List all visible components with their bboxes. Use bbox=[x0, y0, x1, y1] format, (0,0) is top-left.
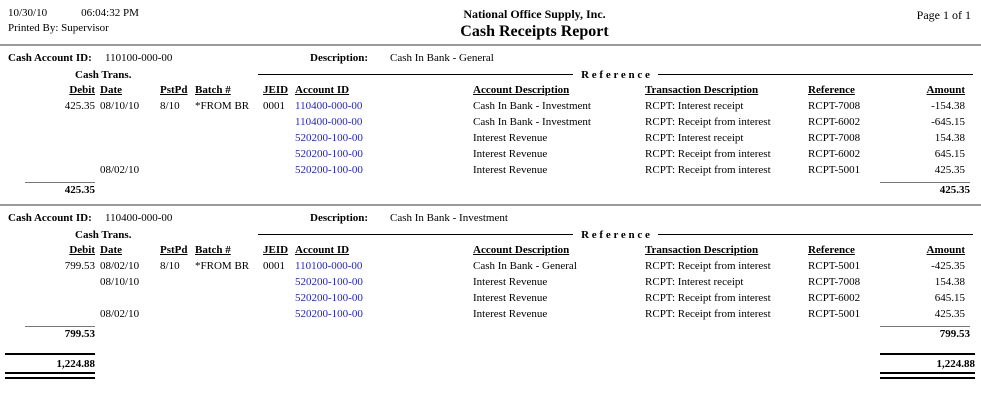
cell-batch: *FROM BR bbox=[195, 260, 250, 272]
cell-batch bbox=[193, 144, 258, 160]
cell-debit bbox=[0, 272, 98, 288]
table-row bbox=[0, 96, 981, 112]
cell-jeid bbox=[258, 288, 292, 304]
description-value: Cash In Bank - General bbox=[390, 52, 494, 64]
pstpd-column-header: PstPd bbox=[160, 244, 188, 256]
cell-batch bbox=[193, 304, 258, 320]
cash-account-id-value: 110100-000-00 bbox=[105, 52, 173, 64]
cell-amount: 645.15 bbox=[934, 292, 966, 304]
cell-jeid bbox=[258, 128, 292, 144]
cell-reference: RCPT-6002 bbox=[808, 292, 861, 304]
cell-date: 08/02/10 bbox=[100, 164, 140, 176]
description-value: Cash In Bank - Investment bbox=[390, 212, 508, 224]
cell-jeid: 0001 bbox=[263, 100, 286, 112]
section-divider-rule bbox=[0, 204, 981, 206]
table-row bbox=[0, 256, 981, 272]
printed-by: Printed By: Supervisor bbox=[8, 22, 109, 34]
cell-debit bbox=[0, 144, 98, 160]
print-date: 10/30/10 bbox=[8, 7, 48, 19]
table-row bbox=[0, 288, 981, 304]
cell-debit: 425.35 bbox=[64, 100, 95, 112]
cell-jeid bbox=[258, 144, 292, 160]
column-header-row bbox=[0, 242, 981, 256]
cell-account-description: Interest Revenue bbox=[473, 132, 548, 144]
cell-account-id-link[interactable]: 520200-100-00 bbox=[295, 308, 363, 320]
cell-debit bbox=[0, 112, 98, 128]
cell-transaction-description: RCPT: Interest receipt bbox=[645, 132, 744, 144]
cell-reference: RCPT-5001 bbox=[808, 164, 861, 176]
jeid-column-header: JEID bbox=[263, 84, 289, 96]
cash-trans-label: Cash Trans. bbox=[75, 68, 132, 81]
cash-account-id-label: Cash Account ID: bbox=[8, 52, 92, 64]
cash-account-section bbox=[0, 212, 981, 345]
cell-batch bbox=[193, 272, 258, 288]
cell-amount: 154.38 bbox=[934, 132, 966, 144]
account-id-column-header: Account ID bbox=[295, 244, 350, 256]
cell-account-description: Interest Revenue bbox=[473, 148, 548, 160]
cell-debit bbox=[0, 288, 98, 304]
cell-date: 08/10/10 bbox=[100, 100, 140, 112]
page-header bbox=[0, 0, 981, 41]
cell-account-id-link[interactable]: 110400-000-00 bbox=[295, 116, 363, 128]
cell-date: 08/10/10 bbox=[100, 276, 140, 288]
cell-batch bbox=[193, 160, 258, 176]
description-label: Description: bbox=[310, 212, 369, 224]
cell-pstpd bbox=[156, 304, 193, 320]
cell-pstpd: 8/10 bbox=[160, 100, 180, 112]
cell-account-id-link[interactable]: 520200-100-00 bbox=[295, 164, 363, 176]
cell-reference: RCPT-7008 bbox=[808, 100, 861, 112]
cell-date bbox=[98, 144, 156, 160]
cell-amount: 154.38 bbox=[934, 276, 966, 288]
cash-account-id-value: 110400-000-00 bbox=[105, 212, 173, 224]
cell-debit bbox=[0, 304, 98, 320]
cell-transaction-description: RCPT: Receipt from interest bbox=[645, 292, 771, 304]
cell-reference: RCPT-5001 bbox=[808, 260, 861, 272]
divider-line bbox=[658, 234, 973, 235]
grand-total-amount: 1,224.88 bbox=[880, 353, 975, 372]
cell-debit bbox=[0, 128, 98, 144]
cell-transaction-description: RCPT: Receipt from interest bbox=[645, 116, 771, 128]
cell-amount: 645.15 bbox=[934, 148, 966, 160]
cell-date bbox=[98, 128, 156, 144]
description-label: Description: bbox=[310, 52, 369, 64]
cell-account-description: Interest Revenue bbox=[473, 308, 548, 320]
cell-transaction-description: RCPT: Receipt from interest bbox=[645, 308, 771, 320]
cell-transaction-description: RCPT: Interest receipt bbox=[645, 276, 744, 288]
debit-column-header: Debit bbox=[69, 244, 95, 256]
cell-pstpd bbox=[156, 160, 193, 176]
grand-total-row bbox=[0, 353, 981, 379]
cell-transaction-description: RCPT: Interest receipt bbox=[645, 100, 744, 112]
cell-debit bbox=[0, 160, 98, 176]
cell-pstpd: 8/10 bbox=[160, 260, 180, 272]
divider-line bbox=[658, 74, 973, 75]
reference-group-header: R e f e r e n c e bbox=[258, 69, 981, 81]
cell-account-id-link[interactable]: 520200-100-00 bbox=[295, 292, 363, 304]
account-id-column-header: Account ID bbox=[295, 84, 350, 96]
cell-pstpd bbox=[156, 272, 193, 288]
table-row bbox=[0, 128, 981, 144]
cell-amount: -425.35 bbox=[931, 260, 966, 272]
cell-account-description: Cash In Bank - General bbox=[473, 260, 577, 272]
report-title: Cash Receipts Report bbox=[460, 23, 609, 40]
table-row bbox=[0, 304, 981, 320]
cell-reference: RCPT-6002 bbox=[808, 116, 861, 128]
cell-account-description: Cash In Bank - Investment bbox=[473, 100, 591, 112]
table-row bbox=[0, 272, 981, 288]
cell-debit: 799.53 bbox=[64, 260, 95, 272]
column-header-row bbox=[0, 82, 981, 96]
cell-account-id-link[interactable]: 520200-100-00 bbox=[295, 276, 363, 288]
cell-jeid bbox=[258, 304, 292, 320]
cell-date: 08/02/10 bbox=[100, 260, 140, 272]
cell-transaction-description: RCPT: Receipt from interest bbox=[645, 260, 771, 272]
transactions-table bbox=[0, 67, 981, 201]
cell-amount: 425.35 bbox=[934, 164, 966, 176]
cell-pstpd bbox=[156, 288, 193, 304]
cell-batch bbox=[193, 112, 258, 128]
section-total-row bbox=[0, 176, 981, 201]
table-row bbox=[0, 112, 981, 128]
cash-account-id-label: Cash Account ID: bbox=[8, 212, 92, 224]
section-total-amount: 425.35 bbox=[880, 182, 970, 196]
debit-column-header: Debit bbox=[69, 84, 95, 96]
cell-batch: *FROM BR bbox=[195, 100, 250, 112]
section-total-debit: 799.53 bbox=[25, 326, 95, 340]
cell-jeid: 0001 bbox=[263, 260, 286, 272]
cash-account-section bbox=[0, 52, 981, 201]
cell-jeid bbox=[258, 112, 292, 128]
grand-total-debit: 1,224.88 bbox=[5, 353, 95, 372]
cell-pstpd bbox=[156, 112, 193, 128]
cell-reference: RCPT-5001 bbox=[808, 308, 861, 320]
batch-column-header: Batch # bbox=[195, 84, 231, 96]
section-total-row bbox=[0, 320, 981, 345]
cell-jeid bbox=[258, 272, 292, 288]
double-underline bbox=[5, 372, 95, 379]
cell-reference: RCPT-6002 bbox=[808, 148, 861, 160]
amount-column-header: Amount bbox=[926, 84, 966, 96]
divider-line bbox=[258, 234, 573, 235]
table-row bbox=[0, 160, 981, 176]
cell-account-description: Interest Revenue bbox=[473, 276, 548, 288]
cell-account-id-link[interactable]: 520200-100-00 bbox=[295, 148, 363, 160]
pstpd-column-header: PstPd bbox=[160, 84, 188, 96]
amount-column-header: Amount bbox=[926, 244, 966, 256]
cell-batch bbox=[193, 128, 258, 144]
cell-account-description: Interest Revenue bbox=[473, 292, 548, 304]
cell-date: 08/02/10 bbox=[100, 308, 140, 320]
cell-account-description: Interest Revenue bbox=[473, 164, 548, 176]
cell-transaction-description: RCPT: Receipt from interest bbox=[645, 164, 771, 176]
reference-column-header: Reference bbox=[808, 84, 855, 96]
cell-account-description: Cash In Bank - Investment bbox=[473, 116, 591, 128]
cell-amount: -154.38 bbox=[931, 100, 966, 112]
date-column-header: Date bbox=[100, 84, 122, 96]
cell-amount: -645.15 bbox=[931, 116, 966, 128]
cell-pstpd bbox=[156, 128, 193, 144]
section-total-debit: 425.35 bbox=[25, 182, 95, 196]
cell-account-id-link[interactable]: 520200-100-00 bbox=[295, 132, 363, 144]
cell-date bbox=[98, 112, 156, 128]
section-total-amount: 799.53 bbox=[880, 326, 970, 340]
cell-reference: RCPT-7008 bbox=[808, 276, 861, 288]
cell-date bbox=[98, 288, 156, 304]
cash-trans-label: Cash Trans. bbox=[75, 228, 132, 241]
cell-account-id-link[interactable]: 110400-000-00 bbox=[295, 100, 363, 112]
page-number: Page 1 of 1 bbox=[916, 8, 971, 22]
account-description-column-header: Account Description bbox=[473, 244, 570, 256]
date-column-header: Date bbox=[100, 244, 122, 256]
jeid-column-header: JEID bbox=[263, 244, 289, 256]
header-rule bbox=[0, 44, 981, 46]
transactions-table bbox=[0, 227, 981, 345]
cell-amount: 425.35 bbox=[934, 308, 966, 320]
cell-pstpd bbox=[156, 144, 193, 160]
company-name: National Office Supply, Inc. bbox=[463, 7, 606, 21]
cell-jeid bbox=[258, 160, 292, 176]
cell-batch bbox=[193, 288, 258, 304]
divider-line bbox=[258, 74, 573, 75]
transaction-description-column-header: Transaction Description bbox=[645, 244, 759, 256]
transaction-description-column-header: Transaction Description bbox=[645, 84, 759, 96]
account-description-column-header: Account Description bbox=[473, 84, 570, 96]
batch-column-header: Batch # bbox=[195, 244, 231, 256]
print-time: 06:04:32 PM bbox=[81, 7, 139, 19]
reference-column-header: Reference bbox=[808, 244, 855, 256]
cell-reference: RCPT-7008 bbox=[808, 132, 861, 144]
reference-group-header: R e f e r e n c e bbox=[258, 229, 981, 241]
double-underline bbox=[880, 372, 975, 379]
cell-transaction-description: RCPT: Receipt from interest bbox=[645, 148, 771, 160]
cell-account-id-link[interactable]: 110100-000-00 bbox=[295, 260, 363, 272]
table-row bbox=[0, 144, 981, 160]
